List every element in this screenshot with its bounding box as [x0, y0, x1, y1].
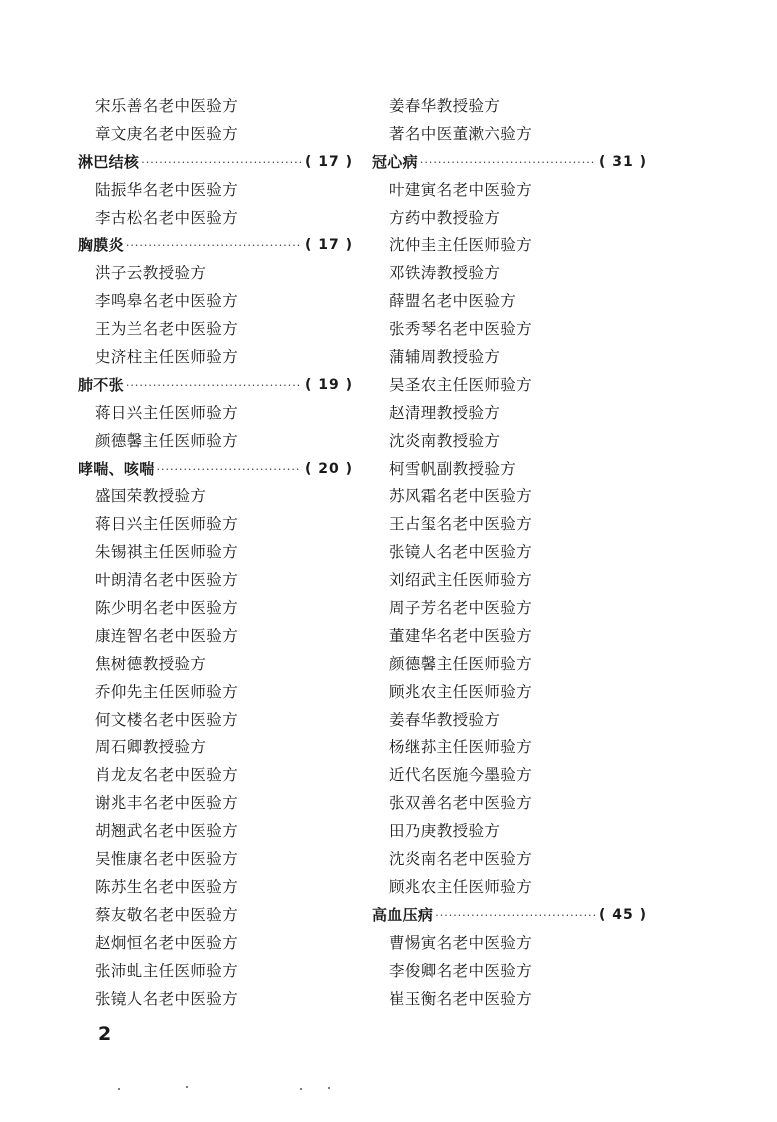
toc-entry: 陈苏生名老中医验方 [95, 877, 239, 896]
toc-section-heading [78, 456, 353, 484]
toc-entry: 沈炎南名老中医验方 [389, 850, 533, 869]
section-page-number: ( 19 ) [304, 376, 353, 393]
toc-section-heading [78, 372, 353, 400]
toc-entry: 姜春华教授验方 [389, 97, 501, 115]
toc-entry: 近代名医施今墨验方 [389, 766, 533, 785]
toc-entry: 张镜人名老中医验方 [95, 989, 239, 1008]
toc-entry: 蒲辅周教授验方 [389, 348, 501, 367]
toc-entry: 李俊卿名老中医验方 [389, 961, 533, 980]
toc-entry: 沈炎南教授验方 [389, 431, 501, 450]
toc-entry: 盛国荣教授验方 [95, 487, 207, 506]
toc-entry: 颜德馨主任医师验方 [389, 654, 533, 673]
toc-section-heading [372, 149, 647, 177]
toc-entry: 蔡友敬名老中医验方 [95, 905, 239, 924]
toc-entry: 李鸣皋名老中医验方 [95, 292, 239, 311]
toc-entry: 曹惕寅名老中医验方 [389, 933, 533, 952]
toc-entry: 史济柱主任医师验方 [95, 348, 239, 367]
toc-entry: 朱锡祺主任医师验方 [95, 543, 239, 562]
toc-entry: 刘绍武主任医师验方 [389, 571, 533, 590]
toc-entry: 何文楼名老中医验方 [95, 710, 239, 729]
toc-entry: 叶朗清名老中医验方 [95, 571, 239, 590]
toc-section-heading [78, 149, 353, 177]
section-title: 淋巴结核 [78, 152, 140, 171]
toc-section-heading [78, 232, 353, 260]
toc-entry: 周石卿教授验方 [95, 738, 207, 757]
toc-entry: 张镜人名老中医验方 [389, 543, 533, 562]
toc-entry: 沈仲圭主任医师验方 [389, 236, 533, 255]
toc-entry: 张秀琴名老中医验方 [389, 320, 533, 339]
toc-entry: 王占玺名老中医验方 [389, 515, 533, 534]
toc-entry: 杨继荪主任医师验方 [389, 738, 533, 757]
toc-entry: 蒋日兴主任医师验方 [95, 515, 239, 534]
section-page-number: ( 17 ) [304, 237, 353, 254]
section-page-number: ( 20 ) [304, 460, 353, 477]
section-title: 胸膜炎 [78, 236, 124, 255]
page-number: 2 [98, 1023, 112, 1045]
toc-entry: 蒋日兴主任医师验方 [95, 403, 239, 422]
dot-leader [435, 902, 595, 930]
toc-entry: 肖龙友名老中医验方 [95, 766, 239, 785]
toc-entry: 吴惟康名老中医验方 [95, 850, 239, 869]
toc-entry: 柯雪帆副教授验方 [389, 459, 517, 478]
section-title: 哮喘、咳喘 [78, 459, 155, 478]
section-title: 冠心病 [372, 152, 418, 171]
section-title: 高血压病 [372, 905, 434, 924]
toc-entry: 焦树德教授验方 [95, 654, 207, 673]
toc-entry: 邓铁涛教授验方 [389, 264, 501, 283]
toc-entry: 顾兆农主任医师验方 [389, 877, 533, 896]
toc-entry: 苏风霜名老中医验方 [389, 487, 533, 506]
scan-speck [186, 1086, 188, 1088]
section-title: 肺不张 [78, 375, 124, 394]
toc-entry: 薛盟名老中医验方 [389, 292, 517, 311]
toc-entry: 周子芳名老中医验方 [389, 599, 533, 618]
toc-entry: 田乃庚教授验方 [389, 822, 501, 841]
scan-speck [118, 1088, 120, 1090]
section-page-number: ( 17 ) [304, 153, 353, 170]
toc-entry: 赵清理教授验方 [389, 403, 501, 422]
toc-left-column [78, 93, 353, 1013]
toc-entry: 李古松名老中医验方 [95, 208, 239, 227]
toc-entry: 陈少明名老中医验方 [95, 599, 239, 618]
toc-right-column [372, 93, 647, 1013]
dot-leader [126, 372, 301, 400]
toc-entry: 著名中医董漱六验方 [389, 124, 533, 143]
toc-entry: 谢兆丰名老中医验方 [95, 794, 239, 813]
toc-entry: 王为兰名老中医验方 [95, 320, 239, 339]
toc-entry: 乔仰先主任医师验方 [95, 682, 239, 701]
toc-entry: 崔玉衡名老中医验方 [389, 989, 533, 1008]
toc-entry: 顾兆农主任医师验方 [389, 682, 533, 701]
toc-entry: 胡翘武名老中医验方 [95, 822, 239, 841]
toc-entry: 方药中教授验方 [389, 208, 501, 227]
section-page-number: ( 31 ) [598, 153, 647, 170]
scan-speck [328, 1087, 330, 1089]
toc-section-heading [372, 902, 647, 930]
scan-speck [300, 1088, 302, 1090]
section-page-number: ( 45 ) [598, 906, 647, 923]
toc-entry: 姜春华教授验方 [389, 710, 501, 729]
toc-entry: 吴圣农主任医师验方 [389, 375, 533, 394]
toc-entry: 董建华名老中医验方 [389, 626, 533, 645]
dot-leader [141, 149, 301, 177]
toc-entry: 张双善名老中医验方 [389, 794, 533, 813]
toc-entry: 颜德馨主任医师验方 [95, 431, 239, 450]
toc-entry: 康连智名老中医验方 [95, 626, 239, 645]
toc-entry: 洪子云教授验方 [95, 264, 207, 283]
dot-leader [157, 456, 301, 484]
toc-entry: 叶建寅名老中医验方 [389, 180, 533, 199]
toc-entry: 张沛虬主任医师验方 [95, 961, 239, 980]
toc-entry: 赵炯恒名老中医验方 [95, 933, 239, 952]
dot-leader [420, 149, 595, 177]
toc-entry: 宋乐善名老中医验方 [95, 97, 239, 115]
toc-entry: 章文庚名老中医验方 [95, 124, 239, 143]
dot-leader [126, 232, 301, 260]
toc-entry: 陆振华名老中医验方 [95, 180, 239, 199]
